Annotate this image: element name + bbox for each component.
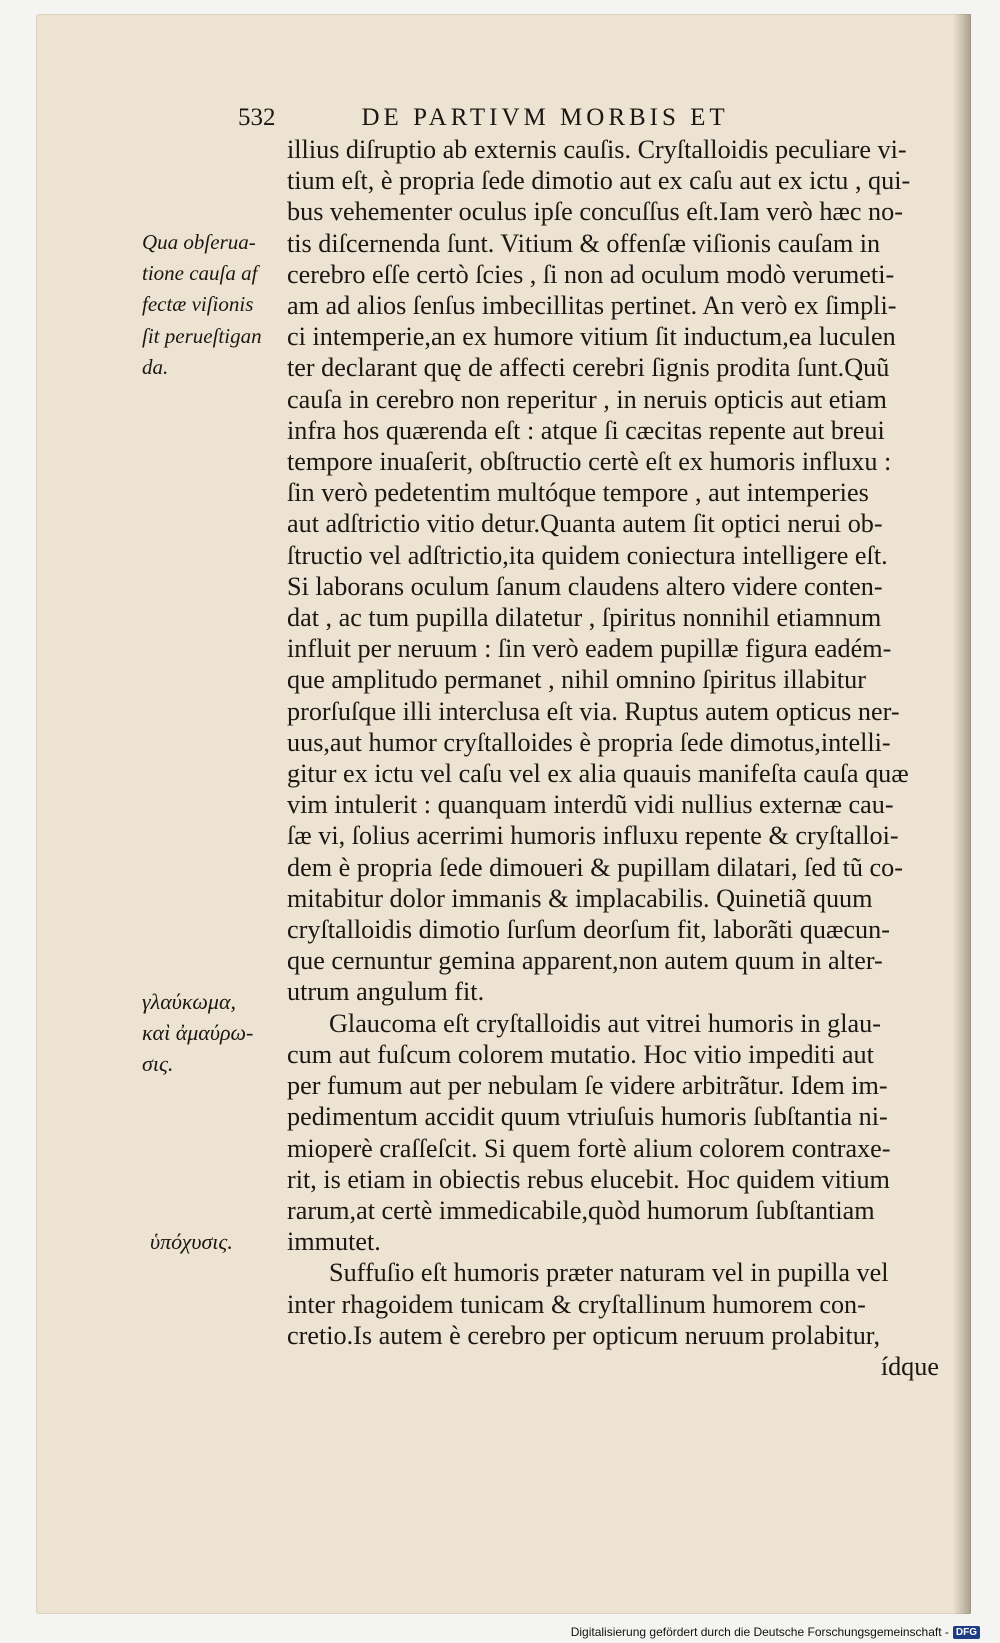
page-number: 532: [238, 104, 276, 131]
text-line: illius diſruptio ab externis cauſis. Cryſtalloidis peculiare vi-: [287, 135, 907, 164]
marginal-note-observation: [142, 227, 282, 383]
text-line: cretio.Is autem è cerebro per opticum neruum prolabitur,: [287, 1320, 881, 1350]
text-line: Glaucoma eſt cryſtalloidis aut vitrei humoris in glau-: [329, 1008, 881, 1038]
text-line: dat , ac tum pupilla dilatetur , ſpiritus nonnihil etiamnum: [287, 603, 882, 633]
digitization-footer: [571, 1625, 980, 1639]
text-line: ci intemperie,an ex humore vitium ſit inductum,ea luculen: [287, 322, 896, 352]
marginal-line: da.: [142, 354, 169, 379]
text-line: Si laborans oculum ſanum claudens altero videre conten-: [287, 571, 883, 601]
footer-text: Digitalisierung gefördert durch die Deutsche Forschungsgemeinschaft -: [570, 1625, 949, 1639]
marginal-line: Qua obſerua-: [142, 230, 256, 254]
text-line: ídque: [880, 1351, 939, 1381]
text-line: gitur ex ictu vel caſu vel ex alia quauis manifeſta cauſa quæ: [287, 759, 909, 789]
text-line: vim intulerit : quanquam interdũ vidi nullius externæ cau-: [287, 790, 894, 820]
text-line: infra hos quærenda eſt : atque ſi cæcitas repente aut breui: [287, 415, 885, 445]
text-line: ſtructio vel adſtrictio,ita quidem coniectura intelligere eſt.: [287, 540, 888, 570]
text-line: rit, is etiam in obiectis rebus elucebit. Hoc quidem vitium: [287, 1164, 890, 1194]
text-line: Suffuſio eſt humoris præter naturam vel in pupilla vel: [329, 1258, 889, 1288]
marginal-line: tione cauſa af: [142, 261, 258, 286]
text-line: cerebro eſſe certò ſcies , ſi non ad oculum modò verumeti-: [287, 259, 895, 289]
text-line: pedimentum accidit quum vtriuſuis humoris ſubſtantia ni-: [287, 1102, 888, 1132]
text-line: aut adſtrictio vitio detur.Quanta autem ſit optici nerui ob-: [287, 509, 883, 539]
main-text-block: [287, 134, 947, 1382]
marginal-line: καὶ ἀμαύρω-: [142, 1020, 254, 1046]
text-line: que amplitudo permanet , nihil omnino ſpiritus illabitur: [287, 665, 866, 695]
text-line: cum aut fuſcum colorem mutatio. Hoc vitio impediti aut: [287, 1039, 874, 1069]
text-line: mitabitur dolor immanis & implacabilis. Quinetiã quum: [287, 883, 873, 913]
text-line: uus,aut humor cryſtalloides è propria ſede dimotus,intelli-: [287, 727, 891, 757]
marginal-line: σις.: [142, 1051, 174, 1077]
text-line: utrum angulum fit.: [287, 977, 485, 1007]
dfg-logo: DFG: [953, 1626, 980, 1639]
marginal-note-suffusio: [150, 1226, 290, 1257]
text-line: rarum,at certè immedicabile,quòd humorum ſubſtantiam: [287, 1195, 875, 1225]
text-line: dem è propria ſede dimoueri & pupillam dilatari, ſed tũ co-: [287, 852, 903, 882]
text-line: tis diſcernenda ſunt. Vitium & offenſæ viſionis cauſam in: [287, 228, 881, 258]
text-line: bus vehementer oculus ipſe concuſſus eſt.Iam verò hæc no-: [287, 197, 903, 227]
running-header: [238, 104, 928, 132]
text-line: prorſuſque illi interclusa eſt via. Ruptus autem opticus ner-: [287, 696, 900, 726]
text-line: cauſa in cerebro non reperitur , in neruis opticis aut etiam: [287, 384, 887, 414]
page-edge-shadow: [953, 14, 971, 1614]
text-line: que cernuntur gemina apparent,non autem quum in alter-: [287, 946, 883, 976]
text-line: ter declarant quę de affecti cerebri ſignis prodita ſunt.Quũ: [287, 353, 890, 383]
text-line: cryſtalloidis dimotio ſurſum deorſum fit, laborãti quæcun-: [287, 915, 890, 945]
text-line: ſin verò pedetentim multóque tempore , aut intemperies: [287, 478, 869, 508]
text-line: mioperè craſſeſcit. Si quem fortè alium colorem contraxe-: [287, 1133, 891, 1163]
running-title: DE PARTIVM MORBIS ET: [361, 104, 729, 131]
text-line: inter rhagoidem tunicam & cryſtallinum humorem con-: [287, 1289, 866, 1319]
marginal-line: γλαύκωμα,: [142, 989, 237, 1014]
marginal-line: fectæ viſionis: [142, 292, 254, 317]
marginal-line: ὑπόχυσις.: [150, 1229, 233, 1254]
text-line: tium eſt, è propria ſede dimotio aut ex caſu aut ex ictu , qui-: [287, 166, 911, 196]
text-line: ſæ vi, ſolius acerrimi humoris influxu repente & cryſtalloi-: [287, 821, 899, 851]
text-line: per fumum aut per nebulam ſe videre arbitrãtur. Idem im-: [287, 1071, 888, 1101]
marginal-line: ſit perueſtigan: [142, 323, 262, 348]
text-line: immutet.: [287, 1227, 381, 1257]
text-line: influit per neruum : ſin verò eadem pupillæ figura eadém-: [287, 634, 892, 664]
marginal-note-glaucoma: [142, 986, 282, 1080]
text-line: tempore inuaſerit, obſtructio certè eſt ex humoris influxu :: [287, 447, 892, 477]
text-line: am ad alios ſenſus imbecillitas pertinet. An verò ex ſimpli-: [287, 291, 897, 321]
